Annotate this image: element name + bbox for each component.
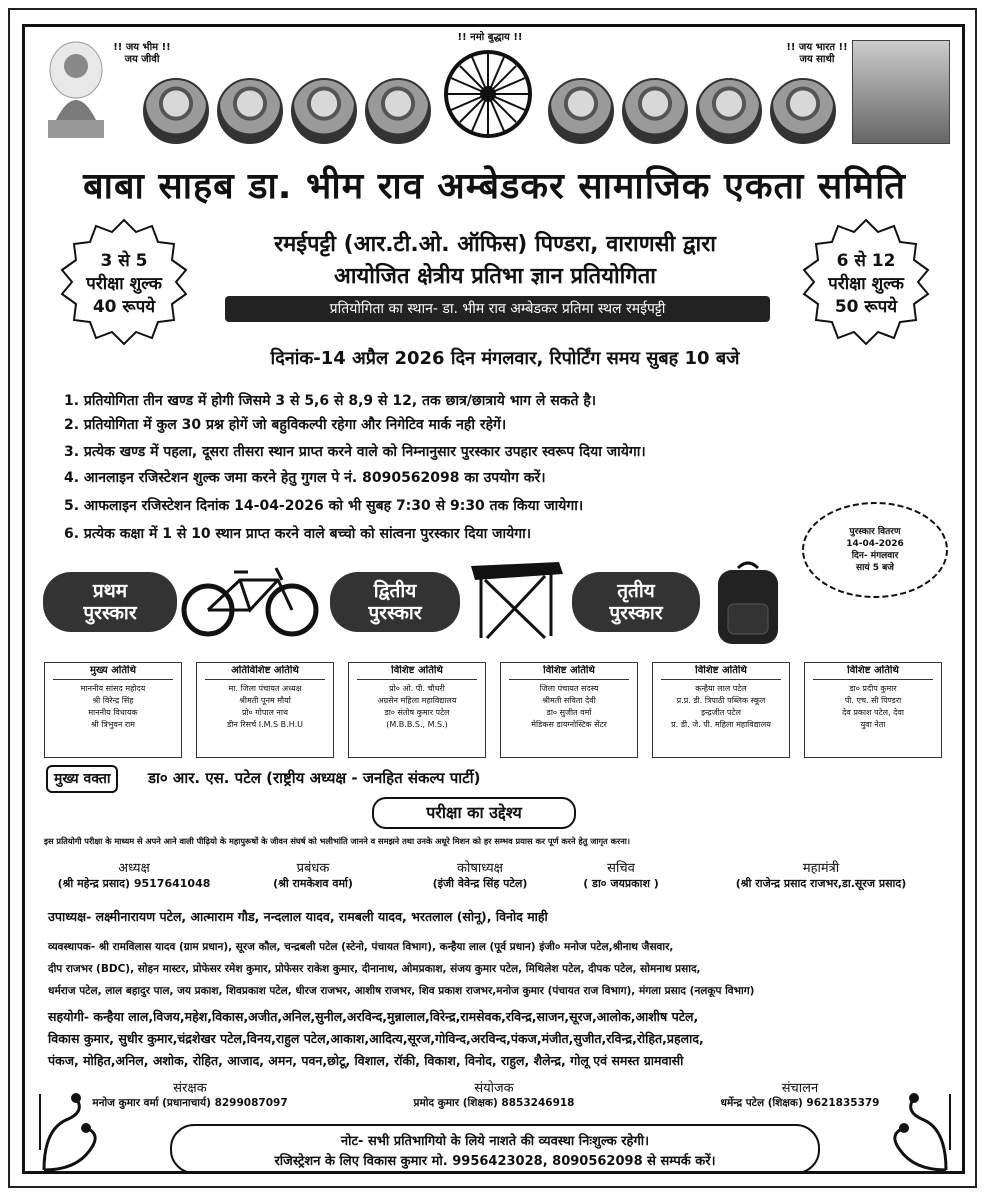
supporters-line: सहयोगी- कन्हैया लाल,विजय,महेश,विकास,अजीत,अनिल,सुनील,अरविन्द,मुन्नालाल,विरेन्द्र,रामसेवक,रविन्द्र,साजन,सूरज,आलोक,आशीष पटेल,	[48, 1009, 699, 1024]
distribution-badge	[800, 500, 950, 600]
managers-line: धर्मराज पटेल, लाल बहादुर पाल, जय प्रकाश, शिवप्रकाश पटेल, धीरज राजभर, आशीष राजभर, शिव प्रकाश राजभर,मनोज कुमार (पंचायत राज विभाग), मंगला प्रसाद (नलकूप विभाग)	[48, 985, 755, 997]
leader-portrait	[291, 78, 357, 144]
prize-label: पुरस्कार	[83, 602, 137, 624]
guest-line: माननीय विधायक	[88, 708, 138, 717]
chief-speaker-name: डा० आर. एस. पटेल (राष्ट्रीय अध्यक्ष - जनहित संकल्प पार्टी)	[148, 769, 481, 787]
officer-name: (श्री रामकेशव वर्मा)	[273, 877, 353, 890]
supporters-line: विकास कुमार, सुधीर कुमार,चंद्रशेखर पटेल,विनय,राहुल पटेल,आकाश,आदित्य,सूरज,गोविन्द,अरविन्द,पंकज,मंजीत,सुजीत,रविन्द्र,रोहित,प्रहलाद,	[48, 1031, 704, 1046]
guest-line: डा० सुजीत वर्मा	[546, 708, 592, 717]
managers-line: व्यवस्थापक- श्री रामविलास यादव (ग्राम प्रधान), सूरज कौल, चन्द्रबली पटेल (स्टेनो, पंचायत विभाग), कन्हैया लाल (पूर्व प्रधान) इंजी० मनोज पटेल,श्रीनाथ जैसवार,	[48, 941, 674, 953]
vice-presidents-line: उपाध्यक्ष- लक्ष्मीनारायण पटेल, आत्माराम गौड, नन्दलाल यादव, रामबली यादव, भरतलाल (सोनू), विनोद माही	[48, 909, 548, 924]
patron-role: संचालन	[781, 1081, 819, 1096]
leader-portrait	[143, 78, 209, 144]
patron-role: संयोजक	[474, 1081, 514, 1096]
leader-portrait	[696, 78, 762, 144]
fee-left-label: परीक्षा शुल्क	[86, 273, 162, 294]
leader-portrait	[770, 78, 836, 144]
leader-portrait	[548, 78, 614, 144]
prize-label: पुरस्कार	[609, 602, 663, 624]
guest-card	[804, 662, 942, 758]
officer-name: (इंजी वेवेन्द्र सिंह पटेल)	[432, 877, 528, 890]
officer-role: महामंत्री	[802, 861, 840, 876]
second-prize-badge	[330, 572, 460, 632]
slogan-jai-sathi: जय साथी	[799, 54, 835, 65]
guest-line: प्र. डी. जे. पी. महिला महाविद्यालय	[671, 720, 771, 729]
note-line: रजिस्ट्रेशन के लिए विकास कुमार मो. 9956423028, 8090562098 से सम्पर्क करें।	[274, 1154, 716, 1169]
guest-line: देव प्रकाश पटेल, देवा	[842, 708, 904, 717]
guest-line: डीन रिसर्च I.M.S B.H.U	[227, 720, 303, 729]
patron-name: मनोज कुमार वर्मा (प्रधानाचार्य) 8299087097	[92, 1097, 288, 1109]
rule-item: 4. आनलाइन रजिस्टेशन शुल्क जमा करने हेतु गुगल पे नं. 8090562098 का उपयोग करें।	[64, 470, 546, 486]
distribution-title: पुरस्कार वितरण	[849, 527, 901, 537]
guest-line: श्री त्रिभुवन राम	[91, 720, 135, 729]
guest-line: मेडिकस डायग्नोस्टिक सेंटर	[531, 720, 607, 729]
guest-line: मा. जिला पंचायत अध्यक्ष	[228, 684, 302, 693]
prize-rank: द्वितीय	[373, 580, 417, 602]
guest-line: डा० प्रदीप कुमार	[849, 684, 897, 693]
guest-card-title: विशिष्ट अतिथि	[813, 665, 933, 680]
rule-item: 6. प्रत्येक कक्षा में 1 से 10 स्थान प्राप्त करने वाले बच्चो को सांत्वना पुरस्कार दिया जायेगा।	[64, 526, 532, 542]
guest-line: श्रीमती पूनम मौर्या	[239, 696, 291, 705]
patron-name: धर्मेन्द्र पटेल (शिक्षक) 9621835379	[720, 1097, 880, 1109]
guest-card	[500, 662, 638, 758]
distribution-date: 14-04-2026	[846, 539, 904, 549]
organizer-line: रमईपट्टी (आर.टी.ओ. ऑफिस) पिण्डरा, वाराणसी द्वारा	[274, 232, 716, 257]
prize-label: पुरस्कार	[368, 602, 422, 624]
leader-portrait	[622, 78, 688, 144]
guest-card	[348, 662, 486, 758]
slogan-namo-buddhay: !! नमो बुद्धाय !!	[457, 32, 523, 43]
bicycle-icon	[178, 558, 322, 638]
guest-line: माननीय सांसद महोदय	[80, 684, 146, 693]
objective-heading: परीक्षा का उद्देश्य	[372, 797, 576, 829]
officer-block	[400, 858, 560, 891]
leader-portrait	[365, 78, 431, 144]
fee-badge-right	[802, 218, 930, 346]
guest-line: अग्रसेन महिला महाविद्यालय	[377, 696, 457, 705]
rule-item: 2. प्रतियोगिता में कुल 30 प्रश्न होगें जो बहुविकल्पी रहेगा और निगेटिव मार्क नही रहेगें।	[64, 417, 507, 433]
guest-line: पी. एच. सी पिण्डरा	[844, 696, 902, 705]
leader-portrait	[217, 78, 283, 144]
patron-name: प्रमोद कुमार (शिक्षक) 8853246918	[413, 1097, 575, 1109]
patron-role: संरक्षक	[173, 1081, 207, 1096]
school-bag-icon	[712, 558, 784, 646]
patron-block	[690, 1078, 910, 1110]
first-prize-badge	[43, 572, 177, 632]
officer-role: कोषाध्यक्ष	[457, 861, 503, 876]
chief-speaker-label: मुख्य वक्ता	[46, 765, 118, 793]
distribution-time: सायं 5 बजे	[856, 563, 894, 573]
event-date: दिनांक-14 अप्रैल 2026 दिन मंगलवार, रिपोर्टिंग समय सुबह 10 बजे	[270, 348, 740, 369]
officer-block	[36, 858, 232, 891]
guest-line: डा० संतोष कुमार पटेल	[384, 708, 450, 717]
third-prize-badge	[572, 572, 700, 632]
officer-role: प्रबंधक	[296, 861, 330, 876]
venue-banner: प्रतियोगिता का स्थान- डा. भीम राव अम्बेडकर प्रतिमा स्थल रमईपट्टी	[225, 296, 770, 322]
distribution-day: दिन- मंगलवार	[851, 551, 899, 561]
guest-card	[652, 662, 790, 758]
slogan-jai-jeevi: जय जीवी	[124, 54, 160, 65]
fee-badge-left	[60, 218, 188, 346]
officer-block	[562, 858, 680, 891]
competition-name: आयोजित क्षेत्रीय प्रतिभा ज्ञान प्रतियोगिता	[334, 264, 656, 289]
note-line: नोट- सभी प्रतिभागियो के लिये नाशते की व्यवस्था निःशुल्क रहेगी।	[340, 1134, 650, 1149]
officer-name: (श्री महेन्द्र प्रसाद) 9517641048	[57, 877, 211, 890]
officer-block	[694, 858, 948, 891]
slogan-jai-bharat: !! जय भारत !!	[786, 42, 848, 53]
officer-name: (श्री राजेन्द्र प्रसाद राजभर,डा.सूरज प्रसाद)	[735, 877, 907, 890]
officer-role: अध्यक्ष	[118, 861, 150, 876]
rule-item: 5. आफलाइन रजिस्टेशन दिनांक 14-04-2026 को भी सुबह 7:30 से 9:30 तक किया जायेगा।	[64, 498, 584, 514]
patron-block	[384, 1078, 604, 1110]
objective-text: इस प्रतियोगी परीक्षा के माध्यम से अपने आने वाली पीढ़ियो के महापुरूषों के जीवन संघर्ष को भलीभांति जानने व समझने तथा उनके अधूरे मिशन को हर सम्भव प्रयास कर पूर्ण करने हेतु जागृत करना।	[44, 836, 630, 846]
guest-line: प्रो० गोपाल नाथ	[241, 708, 289, 717]
folding-table-icon	[465, 558, 565, 642]
guest-line: प्र.प्र. डी. त्रिपाठी पब्लिक स्कूल	[676, 696, 766, 705]
guest-line: प्रो० ओ. पी. चौधरी	[389, 684, 445, 693]
guest-card-title: विशिष्ट अतिथि	[357, 665, 477, 680]
organization-title: बाबा साहब डा. भीम राव अम्बेडकर सामाजिक एकता समिति	[83, 166, 906, 207]
fee-right-range: 6 से 12	[836, 250, 896, 271]
fee-left-amount: 40 रूपये	[92, 296, 156, 317]
guest-line: (M.B.B.S., M.S.)	[386, 720, 448, 729]
fee-right-label: परीक्षा शुल्क	[828, 273, 904, 294]
note-box	[170, 1124, 820, 1174]
guest-card	[44, 662, 182, 758]
guest-line: श्री विरेन्द्र सिंह	[92, 696, 134, 705]
guest-card-title: विशिष्ट अतिथि	[509, 665, 629, 680]
patron-block	[80, 1078, 300, 1110]
fee-left-range: 3 से 5	[100, 250, 148, 271]
prize-rank: प्रथम	[92, 580, 128, 602]
guest-card-title: अतिविशिष्ट अतिथि	[205, 665, 325, 680]
fee-right-amount: 50 रूपये	[834, 296, 898, 317]
guest-line: श्रीमती सविता देवी	[542, 696, 596, 705]
ambedkar-portrait	[852, 40, 950, 144]
guest-card-title: मुख्य अतिथि	[53, 665, 173, 680]
officer-name: ( डा० जयप्रकाश )	[583, 877, 659, 890]
prize-rank: तृतीय	[617, 580, 655, 602]
supporters-line: पंकज, मोहित,अनिल, अशोक, रोहित, आजाद, अमन, पवन,छोटू, विशाल, रॉकी, विकाश, विनोद, राहुल, शैलेन्द्र, गोलू एवं समस्त ग्रामवासी	[48, 1053, 684, 1068]
buddha-statue-image	[42, 40, 110, 142]
slogan-jai-bhim: !! जय भीम !!	[113, 42, 171, 53]
guest-card-title: विशिष्ट अतिथि	[661, 665, 781, 680]
guest-line: इन्द्रजीत पटेल	[701, 708, 741, 717]
guest-line: जिला पंचायत सदस्य	[539, 684, 599, 693]
ashoka-chakra-icon	[442, 48, 534, 140]
officer-role: सचिव	[607, 861, 635, 876]
guest-line: युवा नेता	[860, 720, 886, 729]
rule-item: 1. प्रतियोगिता तीन खण्ड में होगी जिसमे 3 से 5,6 से 8,9 से 12, तक छात्र/छात्राये भाग ले सकते है।	[64, 393, 597, 409]
rule-item: 3. प्रत्येक खण्ड में पहला, दूसरा तीसरा स्थान प्राप्त करने वाले को निम्नानुसार पुरस्कार उपहार स्वरूप दिया जायेगा।	[64, 444, 646, 460]
officer-block	[248, 858, 378, 891]
managers-line: दीप राजभर (BDC), सोहन मास्टर, प्रोफेसर रमेश कुमार, प्रोफेसर राकेश कुमार, दीनानाथ, ओमप्रकाश, संजय कुमार पटेल, मिथिलेश पटेल, दीपक पटेल, सोमनाथ प्रसाद,	[48, 963, 701, 975]
guest-card	[196, 662, 334, 758]
guest-line: कन्हैया लाल पटेल	[695, 684, 747, 693]
